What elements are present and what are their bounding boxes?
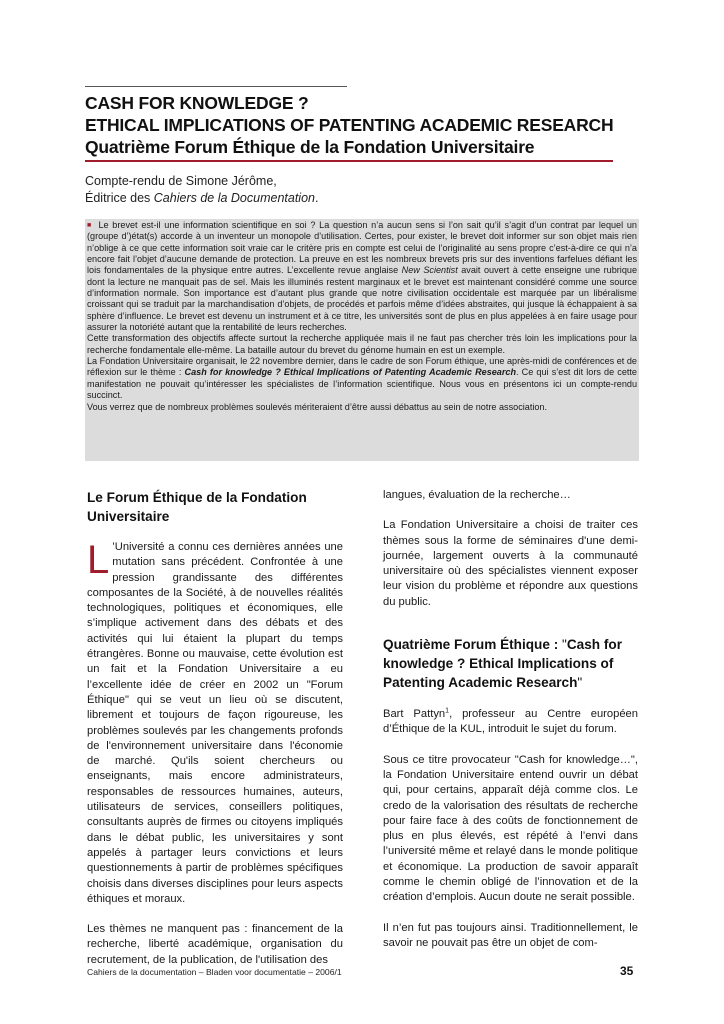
intro-paragraph-2: Cette transformation des objectifs affecte surtout la recherche appliquée mais il ne faut pas chercher très loin les implications pour la recherche fondamentale elle-même. La bataille autour du brevet du génome humain en est un exemple. (87, 333, 637, 355)
publication-name: Cahiers de la Documentation (153, 191, 315, 205)
intro-paragraph-4: Vous verrez que de nombreux problèmes soulevés mériteraient d’être aussi débattus au sein de notre association. (87, 401, 548, 412)
left-paragraph-1 (87, 540, 343, 907)
heading-main: Cash for knowledge ? Ethical Implications of Patenting Academic Research (383, 637, 622, 691)
heading-prefix: Quatrième Forum Éthique : (383, 637, 563, 653)
heading-open-quote: " (562, 637, 567, 653)
article-title (85, 92, 625, 158)
intro-p1-text-a: Le brevet est-il une information scientifique en soi ? La question n’a aucun sens si l’on sait qu’il s’agit d’un contrat par lequel un (groupe d’)état(s) accorde à un inventeur un monopole d’utilisation. Certes, pour exister, le brevet doit informer sur son objet mais rien n’oblige à ce que cette information soit vraie car le critère pris en compte est celui de l’originalité au sens propre c’est-à-dire ce qui n’a encore fait l’objet d’aucune demande de protection. La preuve en est les nombreux brevets pris sur des inventions farfelues défiant les lois fondamentales de la physique entre autres. L’excellente revue anglaise (87, 220, 637, 276)
intro-p1-italic: New Scientist (401, 265, 458, 276)
title-line-1: CASH FOR KNOWLEDGE ? (85, 93, 309, 113)
footnote-ref: 1 (445, 707, 450, 715)
top-rule (85, 86, 347, 87)
left-column (87, 488, 343, 968)
left-p1-text: ’Université a connu ces dernières années une mutation sans précédent. Confrontée à une pression grandissante des différentes composantes de la Société, à de nouvelles réalités technologiques, politiques et économiques, elle s’implique activement dans des débats et des activités qui lui étaient la plupart du temps étrangères. Bonne ou mauvaise, cette évolution est un fait et la Fondation Universitaire a eu l’excellente idée de créer en 2002 un "Forum Éthique" qui se veut un lieu où se discutent, librement et toujours de façon rigoureuse, les problèmes soulevés par les changements profonds de l'environnement universitaire dans l'économie de marché. Qu'ils soient chercheurs ou enseignants, mais encore administrateurs, responsables de ressources humaines, auteurs, utilisateurs de services, conseillers politiques, consultants auprès de firmes ou citoyens impliqués dans le débat public, les universitaires y sont appelés à partager leurs convictions et leurs questionnements à partir de problèmes spécifiques choisis dans diverses disciplines pour leurs aspects éthiques et moraux. (87, 541, 343, 905)
square-bullet-icon: ■ (87, 222, 93, 229)
right-column (383, 488, 638, 951)
title-underline (85, 160, 613, 162)
intro-box (85, 219, 639, 461)
intro-paragraph-1 (87, 220, 637, 333)
right-paragraph-2 (383, 707, 638, 738)
title-line-3: Quatrième Forum Éthique de la Fondation Universitaire (85, 137, 535, 157)
heading-close-quote: " (577, 675, 583, 691)
intro-p3-theme: Cash for knowledge ? Ethical Implications of Patenting Academic Research (184, 367, 517, 378)
author-role: Éditrice des (85, 191, 154, 205)
right-paragraph-1: La Fondation Universitaire a choisi de traiter ces thèmes sous la forme de séminaires d'une demi-journée, largement ouverts à la communauté universitaire où des spécialistes viennent exposer leur vision du problème et répondre aux questions du public. (383, 519, 638, 608)
drop-cap: L (87, 538, 110, 582)
author-period: . (314, 191, 319, 205)
section-heading-fourth-forum (383, 635, 638, 692)
right-paragraph-3: Sous ce titre provocateur "Cash for knowledge…", la Fondation Universitaire entend ouvrir un débat qui, pour certains, apparaît déjà comme clos. Le credo de la valorisation des résultats de recherche pour faire face à des coûts de fonctionnement de plus en plus élevés, est répété à l’envi dans l’université même et relayé dans le monde politique et économique. La production de savoir apparaît comme le chemin obligé de l’innovation et de la création d’emplois. Aucun doute ne serait possible. (383, 753, 638, 904)
intro-p3-text-b: . Ce qui s’est dit lors de cette manifestation ne pouvait qu’intéresser les spécialistes de l’information scientifique. Nous vous en présentons ici un compte-rendu succinct. (87, 367, 637, 401)
right-p2-text: , professeur au Centre européen d’Éthique de la KUL, introduit le sujet du forum. (383, 708, 638, 736)
intro-p1-text-b: avait ouvert à cette enseigne une rubrique dont la lecture ne manquait pas de sel. Mais les illuminés restent marginaux et le brevet est maintenant considéré comme une source d’information normale. Son importance est d’autant plus grande que notre civilisation occidentale est marquée par un libéralisme croissant qui se traduit par la marchandisation d’objets, de procédés et parfois même d’idées abstraites, qui jusque là échappaient à sa sphère d’influence. Le brevet est devenu un instrument et à ce titre, les universités sont de plus en plus appelées à en faire usage pour assurer la notoriété autant que la rentabilité de leurs recherches. (87, 265, 637, 333)
left-paragraph-2: Les thèmes ne manquent pas : financement de la recherche, liberté académique, organisation du recrutement, de la publication, de l'utilisation des (87, 923, 343, 966)
footer-journal: Cahiers de la documentation – Bladen voor documentatie – 2006/1 (87, 967, 342, 977)
right-paragraph-0: langues, évaluation de la recherche… (383, 489, 571, 501)
author-line-2 (85, 190, 318, 207)
speaker-name: Bart Pattyn (383, 708, 446, 721)
right-paragraph-4: Il n’en fut pas toujours ainsi. Traditionnellement, le savoir ne pouvait pas être un objet de com- (383, 921, 638, 949)
section-heading-forum: Le Forum Éthique de la Fondation Universitaire (87, 490, 307, 524)
intro-p3-text-a: La Fondation Universitaire organisait, le 22 novembre dernier, dans le cadre de son Forum éthique, une après-midi de conférences et de réflexion sur le thème : (87, 356, 637, 378)
page-number: 35 (620, 964, 634, 978)
title-line-2: ETHICAL IMPLICATIONS OF PATENTING ACADEMIC RESEARCH (85, 115, 614, 135)
intro-paragraph-3 (87, 356, 637, 401)
author-credit (85, 173, 318, 207)
author-line-1: Compte-rendu de Simone Jérôme, (85, 174, 277, 188)
